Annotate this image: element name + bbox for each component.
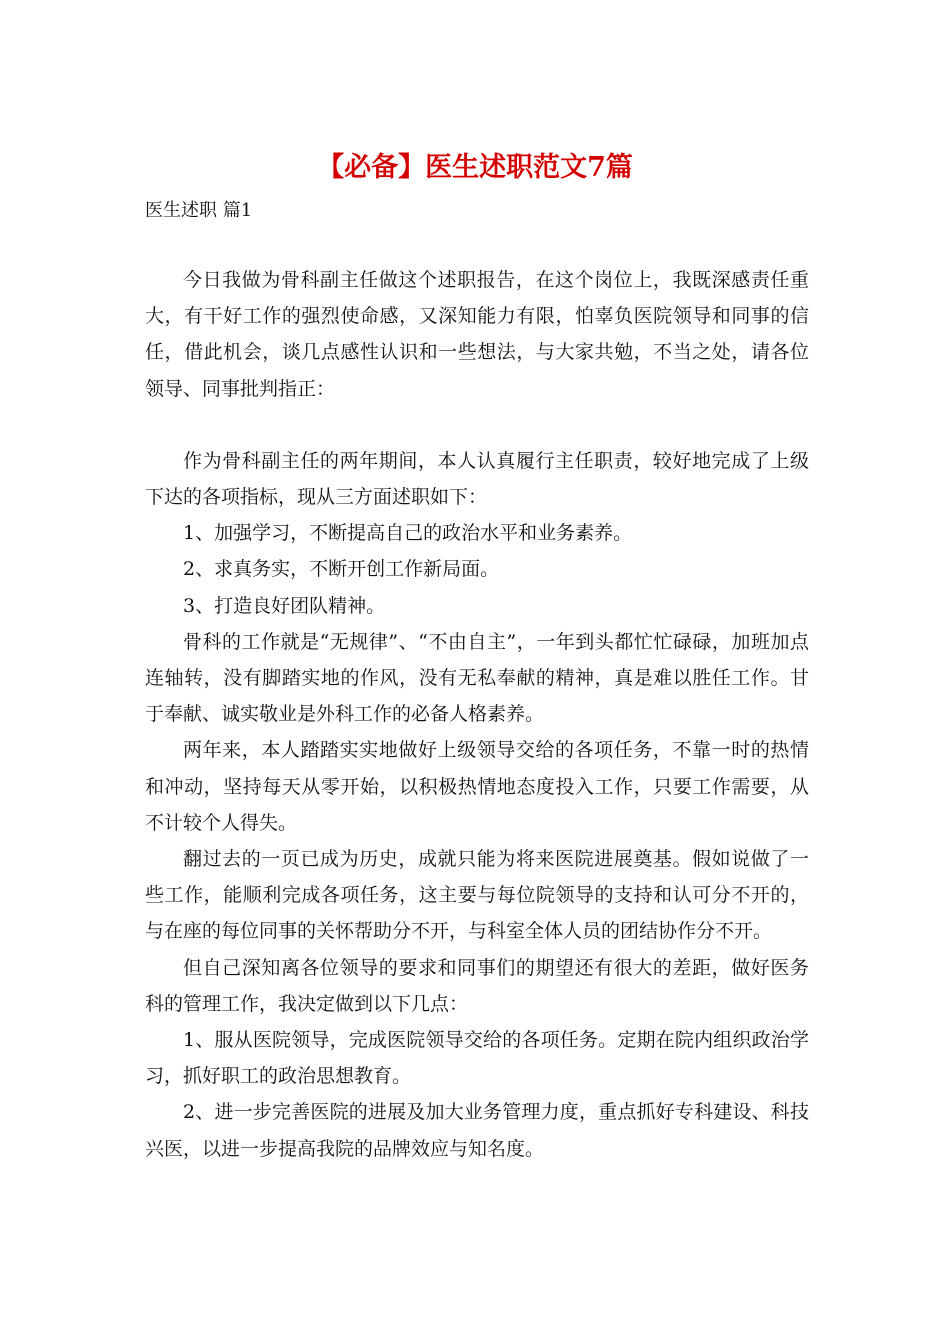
list-item-3: 3、打造良好团队精神。 — [183, 594, 386, 617]
paragraph-gap — [145, 407, 809, 443]
section-heading: 医生述职 篇1 — [145, 200, 253, 221]
paragraph-two-years: 两年来，本人踏踏实实地做好上级领导交给的各项任务，不靠一时的热情和冲动，坚持每天从零开始，以积极热情地态度投入工作，只要工作需要，从不计较个人得失。 — [145, 739, 809, 834]
paragraph-intro: 今日我做为骨科副主任做这个述职报告，在这个岗位上，我既深感责任重大，有干好工作的强烈使命感，又深知能力有限，怕辜负医院领导和同事的信任，借此机会，谈几点感性认识和一些想法，与大家共勉，不当之处，请各位领导、同事批判指正： — [145, 269, 809, 400]
paragraph-orthopedics: 骨科的工作就是“无规律”、“不由自主”，一年到头都忙忙碌碌，加班加点连轴转，没有脚踏实地的作风，没有无私奉献的精神，真是难以胜任工作。甘于奉献、诚实敬业是外科工作的必备人格素养。 — [145, 630, 809, 726]
paragraph-history: 翻过去的一页已成为历史，成就只能为将来医院进展奠基。假如说做了一些工作，能顺利完成各项任务，这主要与每位院领导的支持和认可分不开的，与在座的每位同事的关怀帮助分不开，与科室全体人员的团结协作分不开。 — [145, 848, 809, 943]
plan-item-1: 1、服从医院领导，完成医院领导交给的各项任务。定期在院内组织政治学习，抓好职工的政治思想教育。 — [145, 1029, 809, 1088]
paragraph-gap-awareness: 但自己深知离各位领导的要求和同事们的期望还有很大的差距，做好医务科的管理工作，我决定做到以下几点： — [145, 956, 809, 1015]
document-body — [145, 262, 809, 1167]
list-item-2: 2、求真务实，不断开创工作新局面。 — [183, 558, 500, 581]
paragraph-overview: 作为骨科副主任的两年期间，本人认真履行主任职责，较好地完成了上级下达的各项指标，现从三方面述职如下： — [145, 449, 809, 509]
document-title: 【必备】医生述职范文7篇 — [317, 152, 633, 183]
list-item-1: 1、加强学习，不断提高自己的政治水平和业务素养。 — [183, 522, 633, 545]
plan-item-2: 2、进一步完善医院的进展及加大业务管理力度，重点抓好专科建设、科技兴医，以进一步提高我院的品牌效应与知名度。 — [145, 1101, 809, 1160]
